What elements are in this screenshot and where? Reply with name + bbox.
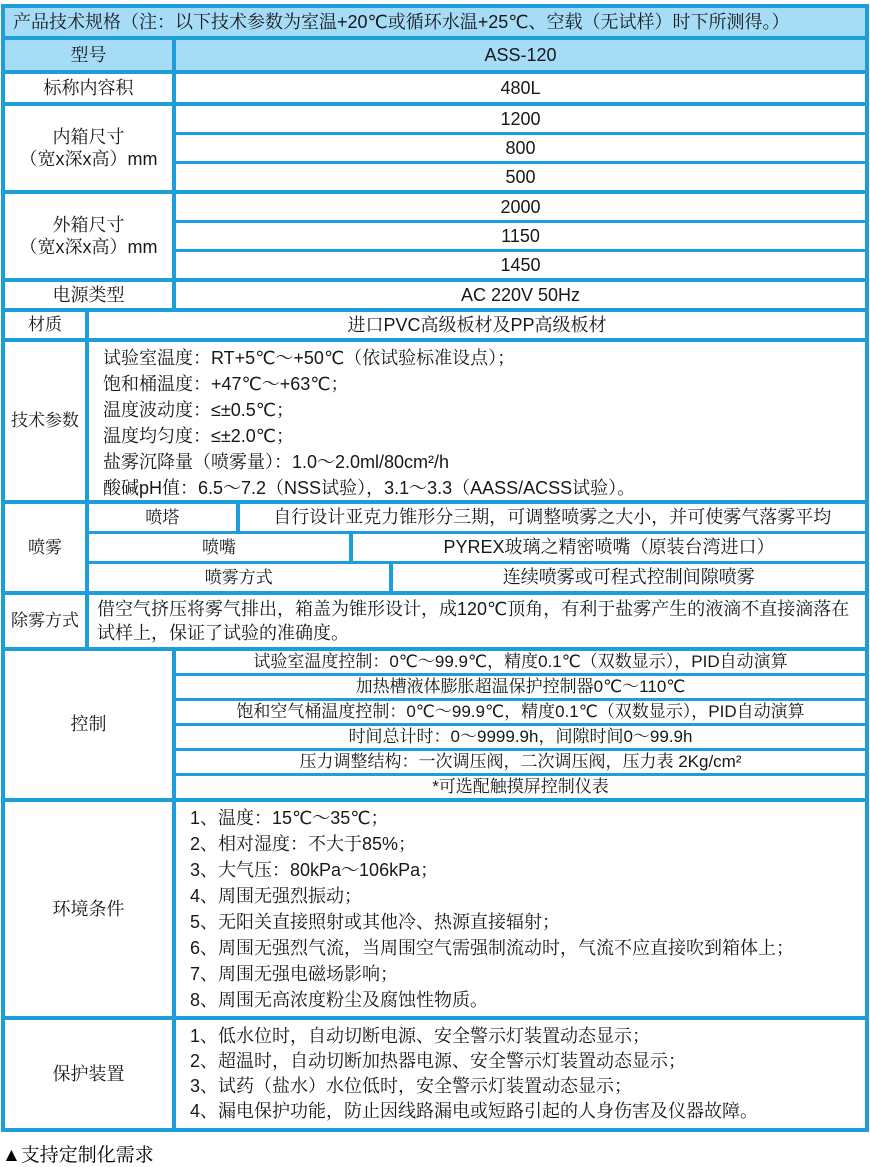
environment-line: 7、周围无强电磁场影响； (190, 964, 399, 984)
environment-line: 5、无阳关直接照射或其他冷、热源直接辐射； (190, 912, 561, 932)
control-label: 控制 (5, 651, 172, 798)
model-value: ASS-120 (176, 40, 865, 70)
control-row: *可选配触摸屏控制仪表 (176, 776, 865, 798)
control-rows (176, 651, 865, 798)
spray-mode-value: 连续喷雾或可程式控制间隙喷雾 (393, 564, 866, 591)
control-row: 饱和空气桶温度控制：0℃～99.9℃，精度0.1℃（双数显示），PID自动演算 (176, 701, 865, 723)
inner-box-label-line1: 内箱尺寸 (52, 126, 125, 147)
spray-row-nozzle (89, 534, 865, 561)
control-row: 时间总计时：0～9999.9h，间隙时间0～99.9h (176, 726, 865, 748)
model-label: 型号 (5, 40, 172, 70)
tech-params-lines (89, 342, 865, 500)
inner-box-height: 500 (176, 164, 865, 190)
spray-row-mode (89, 564, 865, 591)
tech-param-line: 温度波动度：≤±0.5℃； (103, 400, 294, 420)
row-spray (5, 504, 865, 591)
spray-label: 喷雾 (5, 504, 85, 591)
control-row: 试验室温度控制：0℃～99.9℃，精度0.1℃（双数显示），PID自动演算 (176, 651, 865, 673)
protection-line: 1、低水位时，自动切断电源、安全警示灯装置动态显示； (190, 1026, 651, 1046)
title-section (5, 8, 865, 36)
row-defog (5, 595, 865, 647)
customization-footnote: ▲支持定制化需求 (2, 1145, 154, 1166)
spray-tower-value: 自行设计亚克力锥形分三期，可调整喷雾之大小，并可使雾气落雾平均 (240, 504, 866, 531)
row-control (5, 651, 865, 798)
spray-nozzle-value: PYREX玻璃之精密喷嘴（原装台湾进口） (353, 534, 865, 561)
spray-tower-label: 喷塔 (89, 504, 236, 531)
environment-line: 3、大气压：80kPa～106kPa； (190, 860, 439, 880)
inner-box-width: 1200 (176, 106, 865, 132)
spray-mode-label: 喷雾方式 (89, 564, 389, 591)
volume-label: 标称内容积 (5, 74, 172, 102)
material-value: 进口PVC高级板材及PP高级板材 (89, 312, 865, 338)
outer-box-width: 2000 (176, 194, 865, 220)
outer-box-values (176, 194, 865, 278)
tech-param-line: 温度均匀度：≤±2.0℃； (103, 426, 294, 446)
environment-line: 4、周围无强烈振动； (190, 886, 363, 906)
outer-box-label-line2: （宽x深x高）mm (19, 237, 158, 257)
environment-label: 环境条件 (5, 802, 172, 1016)
row-power (5, 282, 865, 308)
inner-box-label (5, 106, 172, 190)
inner-box-values (176, 106, 865, 190)
protection-lines (176, 1020, 865, 1128)
row-model (5, 40, 865, 70)
tech-param-line: 饱和桶温度：+47℃～+63℃； (103, 374, 349, 394)
tech-param-line: 酸碱pH值：6.5～7.2（NSS试验），3.1～3.3（AASS/ACSS试验）。 (103, 478, 636, 498)
volume-value: 480L (176, 74, 865, 102)
power-label: 电源类型 (5, 282, 172, 308)
protection-line: 3、试药（盐水）水位低时，安全警示灯装置动态显示； (190, 1076, 633, 1096)
inner-box-label-line2: （宽x深x高）mm (19, 149, 158, 169)
defog-label: 除雾方式 (5, 595, 85, 647)
row-volume (5, 74, 865, 102)
outer-box-depth: 1150 (176, 223, 865, 249)
inner-box-depth: 800 (176, 135, 865, 161)
outer-box-label (5, 194, 172, 278)
environment-line: 2、相对湿度：不大于85%； (190, 834, 417, 854)
protection-label: 保护装置 (5, 1020, 172, 1128)
row-protection (5, 1020, 865, 1128)
row-material (5, 312, 865, 338)
outer-box-height: 1450 (176, 252, 865, 278)
tech-params-label: 技术参数 (5, 342, 85, 500)
spec-table (1, 4, 869, 1132)
tech-param-line: 盐雾沉降量（喷雾量）：1.0～2.0ml/80cm²/h (103, 452, 450, 472)
spray-nozzle-label: 喷嘴 (89, 534, 349, 561)
environment-line: 1、温度：15℃～35℃； (190, 808, 389, 828)
control-row: 压力调整结构：一次调压阀，二次调压阀，压力表 2Kg/cm² (176, 751, 865, 773)
environment-line: 6、周围无强烈气流，当周围空气需强制流动时，气流不应直接吹到箱体上； (190, 938, 795, 958)
protection-line: 4、漏电保护功能，防止因线路漏电或短路引起的人身伤害及仪器故障。 (190, 1101, 759, 1121)
control-row: 加热槽液体膨胀超温保护控制器0℃～110℃ (176, 676, 865, 698)
power-value: AC 220V 50Hz (176, 282, 865, 308)
tech-param-line: 试验室温度：RT+5℃～+50℃（依试验标准设点）； (103, 348, 516, 368)
row-tech-params (5, 342, 865, 500)
outer-box-label-line1: 外箱尺寸 (52, 214, 125, 235)
environment-line: 8、周围无高浓度粉尘及腐蚀性物质。 (190, 990, 489, 1010)
defog-value: 借空气挤压将雾气排出，箱盖为锥形设计，成120℃顶角，有利于盐雾产生的液滴不直接滴落在试样上，保证了试验的准确度。 (89, 595, 865, 647)
table-title: 产品技术规格（注：以下技术参数为室温+20℃或循环水温+25℃、空载（无试样）时下所测得。） (5, 8, 865, 36)
row-environment (5, 802, 865, 1016)
spray-row-tower (89, 504, 865, 531)
row-inner-box (5, 106, 865, 190)
protection-line: 2、超温时，自动切断加热器电源、安全警示灯装置动态显示； (190, 1051, 687, 1071)
spray-rows (89, 504, 865, 591)
row-outer-box (5, 194, 865, 278)
environment-lines (176, 802, 865, 1016)
material-label: 材质 (5, 312, 85, 338)
